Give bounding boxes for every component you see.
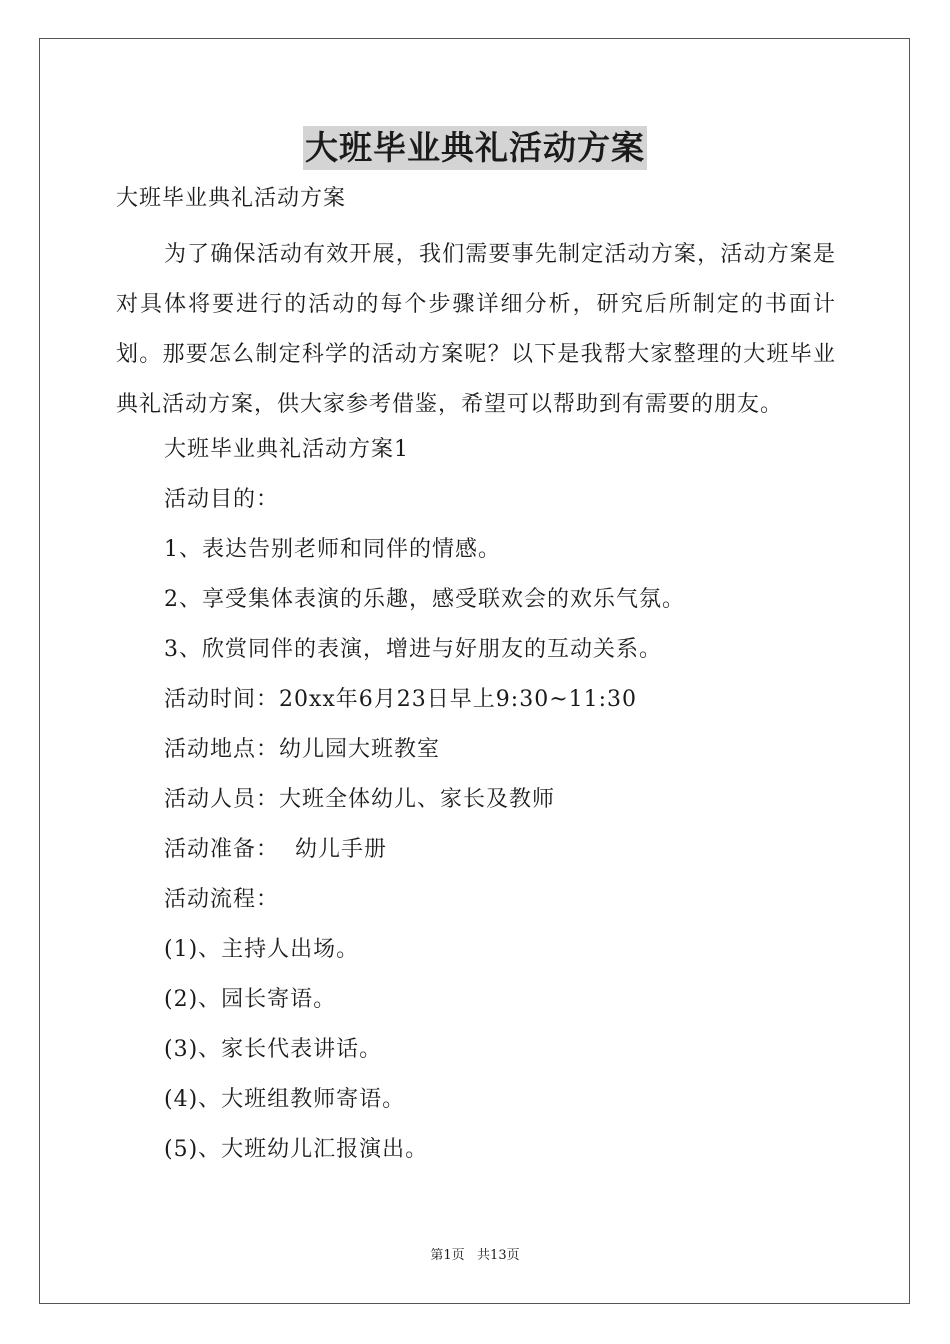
intro-paragraph: 为了确保活动有效开展，我们需要事先制定活动方案，活动方案是对具体将要进行的活动的每个步骤详细分析，研究后所制定的书面计划。那要怎么制定科学的活动方案呢？以下是我帮大家整理的大班毕业典礼活动方案，供大家参考借鉴，希望可以帮助到有需要的朋友。 bbox=[116, 242, 836, 417]
content-line: 活动时间：20xx年6月23日早上9:30~11:30 bbox=[164, 687, 638, 712]
section-heading: 大班毕业典礼活动方案1 bbox=[164, 437, 409, 462]
title-container bbox=[0, 126, 950, 170]
content-line: 活动人员：大班全体幼儿、家长及教师 bbox=[164, 787, 556, 812]
content-line: 活动地点：幼儿园大班教室 bbox=[164, 737, 441, 762]
content-line: 2、享受集体表演的乐趣，感受联欢会的欢乐气氛。 bbox=[164, 587, 685, 612]
page-number-footer: 第1页 共13页 bbox=[430, 1248, 520, 1263]
content-line: (2)、园长寄语。 bbox=[164, 987, 337, 1012]
content-line: 3、欣赏同伴的表演，增进与好朋友的互动关系。 bbox=[164, 637, 662, 662]
content-line: 1、表达告别老师和同伴的情感。 bbox=[164, 537, 501, 562]
content-line: (1)、主持人出场。 bbox=[164, 937, 360, 962]
content-line: 活动流程： bbox=[164, 887, 280, 912]
document-subtitle: 大班毕业典礼活动方案 bbox=[116, 186, 347, 211]
content-line: 活动准备： 幼儿手册 bbox=[164, 837, 387, 862]
content-line: 活动目的： bbox=[164, 487, 280, 512]
document-title: 大班毕业典礼活动方案 bbox=[303, 126, 647, 170]
content-line: (4)、大班组教师寄语。 bbox=[164, 1087, 406, 1112]
content-line: (3)、家长代表讲话。 bbox=[164, 1037, 383, 1062]
content-list bbox=[164, 425, 844, 1175]
content-line: (5)、大班幼儿汇报演出。 bbox=[164, 1137, 429, 1162]
